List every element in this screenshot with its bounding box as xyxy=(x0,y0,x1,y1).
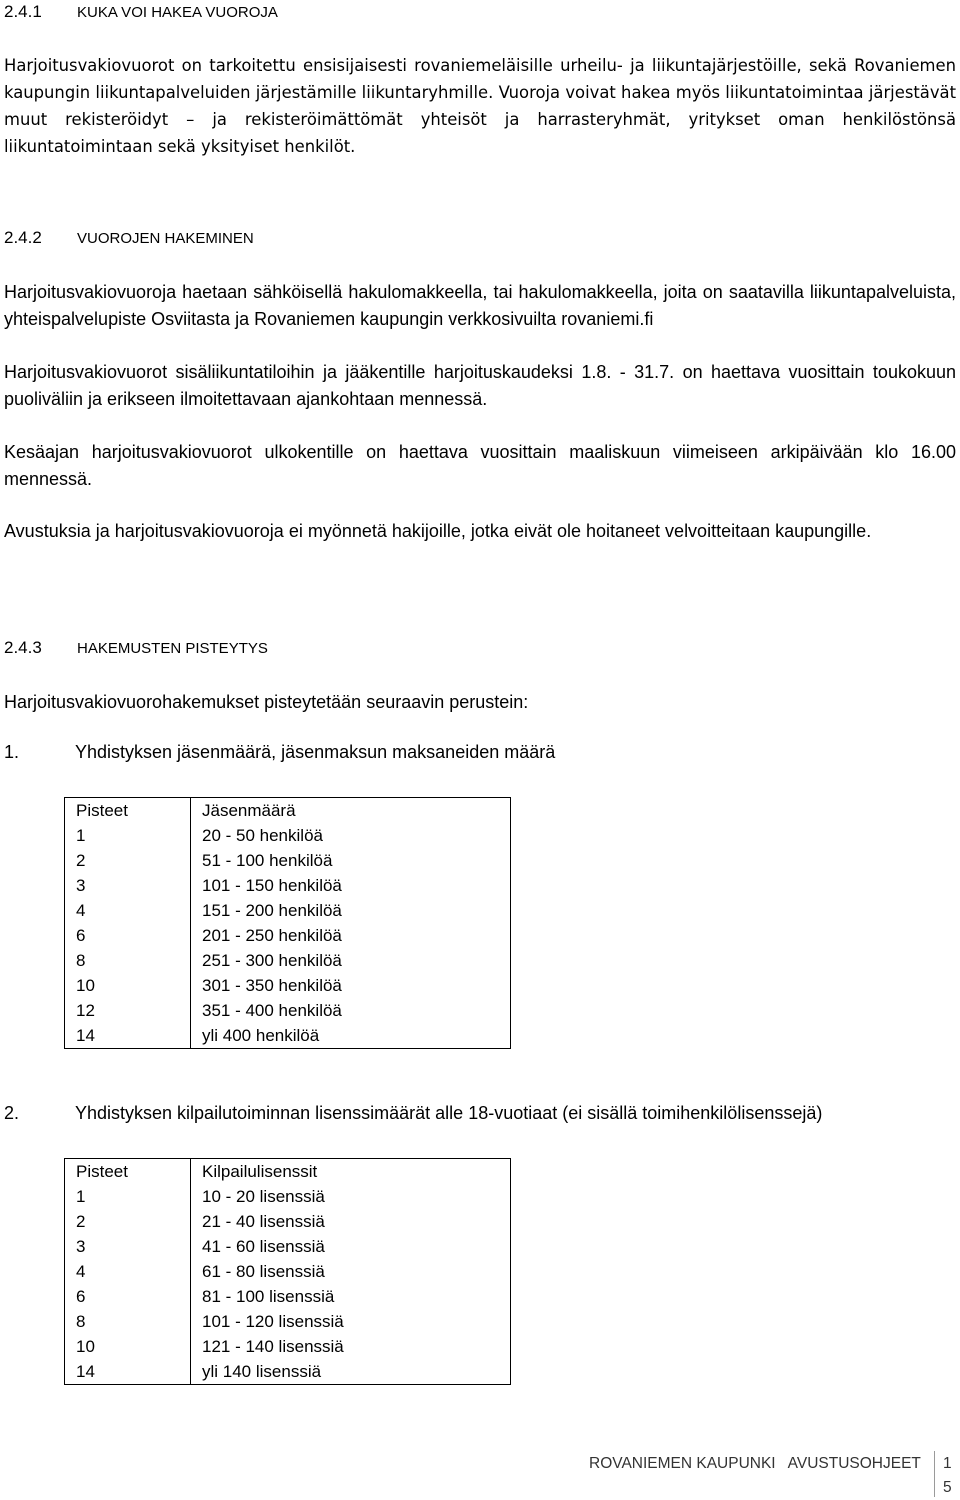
points-cell: 3 xyxy=(65,1234,191,1259)
range-cell: 101 - 150 henkilöä xyxy=(191,873,511,898)
range-cell: 21 - 40 lisenssiä xyxy=(191,1209,511,1234)
range-cell: 201 - 250 henkilöä xyxy=(191,923,511,948)
membership-points-table xyxy=(64,797,511,1049)
points-cell: 1 xyxy=(65,823,191,848)
points-cell: 1 xyxy=(65,1184,191,1209)
table-row xyxy=(65,923,511,948)
range-cell: 121 - 140 lisenssiä xyxy=(191,1334,511,1359)
section-heading-241 xyxy=(4,2,278,22)
points-cell: 2 xyxy=(65,1209,191,1234)
table-row xyxy=(65,898,511,923)
paragraph-application-method: Harjoitusvakiovuoroja haetaan sähköisellä hakulomakkeella, tai hakulomakkeella, joita on saatavilla liikuntapalveluista, yhteispalvelupiste Osviitasta ja Rovaniemen kaupungin verkkosivuilta rovaniemi.fi xyxy=(4,282,956,329)
table-header-row xyxy=(65,798,511,824)
table-row xyxy=(65,1359,511,1385)
range-cell: 351 - 400 henkilöä xyxy=(191,998,511,1023)
table-header-cell: Pisteet xyxy=(65,1159,191,1185)
points-cell: 10 xyxy=(65,973,191,998)
range-cell: 151 - 200 henkilöä xyxy=(191,898,511,923)
paragraph-indoor-deadline: Harjoitusvakiovuorot sisäliikuntatiloihin ja jääkentille harjoituskaudeksi 1.8. - 31.7. on haettava vuosittain toukokuun puoliväliin ja erikseen ilmoitettavaan ajankohtaan mennessä. xyxy=(4,362,956,409)
points-cell: 6 xyxy=(65,1284,191,1309)
page-number-digit: 1 xyxy=(943,1455,952,1472)
range-cell: 20 - 50 henkilöä xyxy=(191,823,511,848)
points-cell: 14 xyxy=(65,1359,191,1385)
points-cell: 3 xyxy=(65,873,191,898)
section-number: 2.4.1 xyxy=(4,2,42,21)
criterion-label: Yhdistyksen kilpailutoiminnan lisenssimäärät alle 18-vuotiaat (ei sisällä toimihenkilölisenssejä) xyxy=(75,1103,823,1123)
range-cell: 10 - 20 lisenssiä xyxy=(191,1184,511,1209)
table-row xyxy=(65,873,511,898)
table-header-cell: Kilpailulisenssit xyxy=(191,1159,511,1185)
section-title: KUKA VOI HAKEA VUOROJA xyxy=(77,4,278,21)
scoring-intro: Harjoitusvakiovuorohakemukset pisteytetään seuraavin perustein: xyxy=(4,692,529,712)
points-cell: 14 xyxy=(65,1023,191,1049)
criterion-number: 2. xyxy=(4,1103,20,1123)
paragraph-eligibility: Harjoitusvakiovuorot on tarkoitettu ensisijaisesti rovaniemeläisille urheilu- ja liikuntajärjestöille, sekä Rovaniemen kaupungin liikuntapalveluiden järjestämille liikuntaryhmille. Vuoroja voivat hakea myös liikuntatoimintaa järjestävät muut rekisteröidyt – ja rekisteröimättömät yhteisöt ja harrasteryhmät, yritykset oman henkilöstönsä liikuntatoimintaan sekä yksityiset henkilöt. xyxy=(4,56,956,156)
page-number-digit: 5 xyxy=(943,1479,952,1496)
criterion-1-heading xyxy=(4,742,555,763)
table-row xyxy=(65,848,511,873)
table-row xyxy=(65,1309,511,1334)
table-row xyxy=(65,1209,511,1234)
page-number xyxy=(943,1452,952,1500)
range-cell: 251 - 300 henkilöä xyxy=(191,948,511,973)
section-heading-242 xyxy=(4,228,254,248)
table-header-cell: Jäsenmäärä xyxy=(191,798,511,824)
points-cell: 8 xyxy=(65,948,191,973)
footer-text: ROVANIEMEN KAUPUNKI AVUSTUSOHJEET xyxy=(589,1455,921,1472)
points-cell: 8 xyxy=(65,1309,191,1334)
points-cell: 4 xyxy=(65,898,191,923)
table-row xyxy=(65,1184,511,1209)
table-row xyxy=(65,948,511,973)
section-heading-243 xyxy=(4,638,268,658)
footer-divider xyxy=(934,1451,935,1497)
range-cell: 51 - 100 henkilöä xyxy=(191,848,511,873)
license-points-table xyxy=(64,1158,511,1385)
section-number: 2.4.3 xyxy=(4,638,42,657)
range-cell: 81 - 100 lisenssiä xyxy=(191,1284,511,1309)
points-cell: 10 xyxy=(65,1334,191,1359)
range-cell: 101 - 120 lisenssiä xyxy=(191,1309,511,1334)
criterion-label: Yhdistyksen jäsenmäärä, jäsenmaksun maksaneiden määrä xyxy=(75,742,556,762)
points-cell: 2 xyxy=(65,848,191,873)
criterion-number: 1. xyxy=(4,742,20,762)
table-row xyxy=(65,1284,511,1309)
points-cell: 6 xyxy=(65,923,191,948)
table-row xyxy=(65,973,511,998)
points-cell: 12 xyxy=(65,998,191,1023)
table-row xyxy=(65,823,511,848)
range-cell: 61 - 80 lisenssiä xyxy=(191,1259,511,1284)
paragraph-obligations: Avustuksia ja harjoitusvakiovuoroja ei myönnetä hakijoille, jotka eivät ole hoitaneet velvoitteitaan kaupungille. xyxy=(4,521,872,541)
section-title: HAKEMUSTEN PISTEYTYS xyxy=(77,640,268,657)
table-row xyxy=(65,1234,511,1259)
table-header-row xyxy=(65,1159,511,1185)
points-cell: 4 xyxy=(65,1259,191,1284)
paragraph-summer-deadline: Kesäajan harjoitusvakiovuorot ulkokentille on haettava vuosittain maaliskuun viimeiseen arkipäivään klo 16.00 mennessä. xyxy=(4,442,956,489)
range-cell: yli 140 lisenssiä xyxy=(191,1359,511,1385)
table-row xyxy=(65,1259,511,1284)
criterion-2-heading xyxy=(4,1103,822,1124)
range-cell: 41 - 60 lisenssiä xyxy=(191,1234,511,1259)
section-title: VUOROJEN HAKEMINEN xyxy=(77,230,254,247)
table-row xyxy=(65,998,511,1023)
table-row xyxy=(65,1023,511,1049)
table-row xyxy=(65,1334,511,1359)
range-cell: 301 - 350 henkilöä xyxy=(191,973,511,998)
range-cell: yli 400 henkilöä xyxy=(191,1023,511,1049)
table-header-cell: Pisteet xyxy=(65,798,191,824)
section-number: 2.4.2 xyxy=(4,228,42,247)
